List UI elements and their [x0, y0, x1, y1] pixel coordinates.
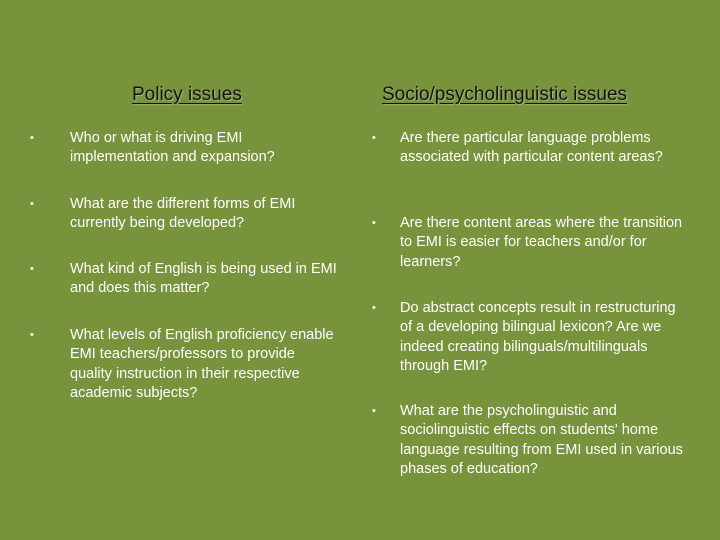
list-item-text: Are there particular language problems associated with particular content areas?	[400, 130, 663, 166]
list-item-text: What are the psycholinguistic and sociolinguistic effects on students' home language resulting from EMI used in various phases of education?	[400, 403, 683, 477]
list-item-text: Who or what is driving EMI implementation and expansion?	[70, 130, 275, 166]
bullet-icon: •	[372, 302, 376, 314]
bullet-icon: •	[30, 263, 34, 275]
bullet-icon: •	[30, 329, 34, 341]
list-item-text: Do abstract concepts result in restructuring of a developing bilingual lexicon? Are we indeed creating bilinguals/multilinguals through EMI?	[400, 300, 676, 374]
list-item-text: Are there content areas where the transition to EMI is easier for teachers and/or for learners?	[400, 215, 683, 270]
bullet-icon: •	[372, 405, 376, 417]
policy-issues-heading: Policy issues	[132, 84, 242, 105]
bullet-icon: •	[372, 132, 376, 144]
list-item-text: What are the different forms of EMI currently being developed?	[70, 196, 296, 232]
bullet-icon: •	[372, 217, 376, 229]
bullet-icon: •	[30, 132, 34, 144]
list-item-text: What levels of English proficiency enable EMI teachers/professors to provide quality instruction in their respective academic subjects?	[70, 327, 334, 401]
list-item-text: What kind of English is being used in EMI and does this matter?	[70, 261, 337, 297]
socio-psycholinguistic-issues-heading: Socio/psycholinguistic issues	[382, 84, 628, 105]
bullet-icon: •	[30, 198, 34, 210]
